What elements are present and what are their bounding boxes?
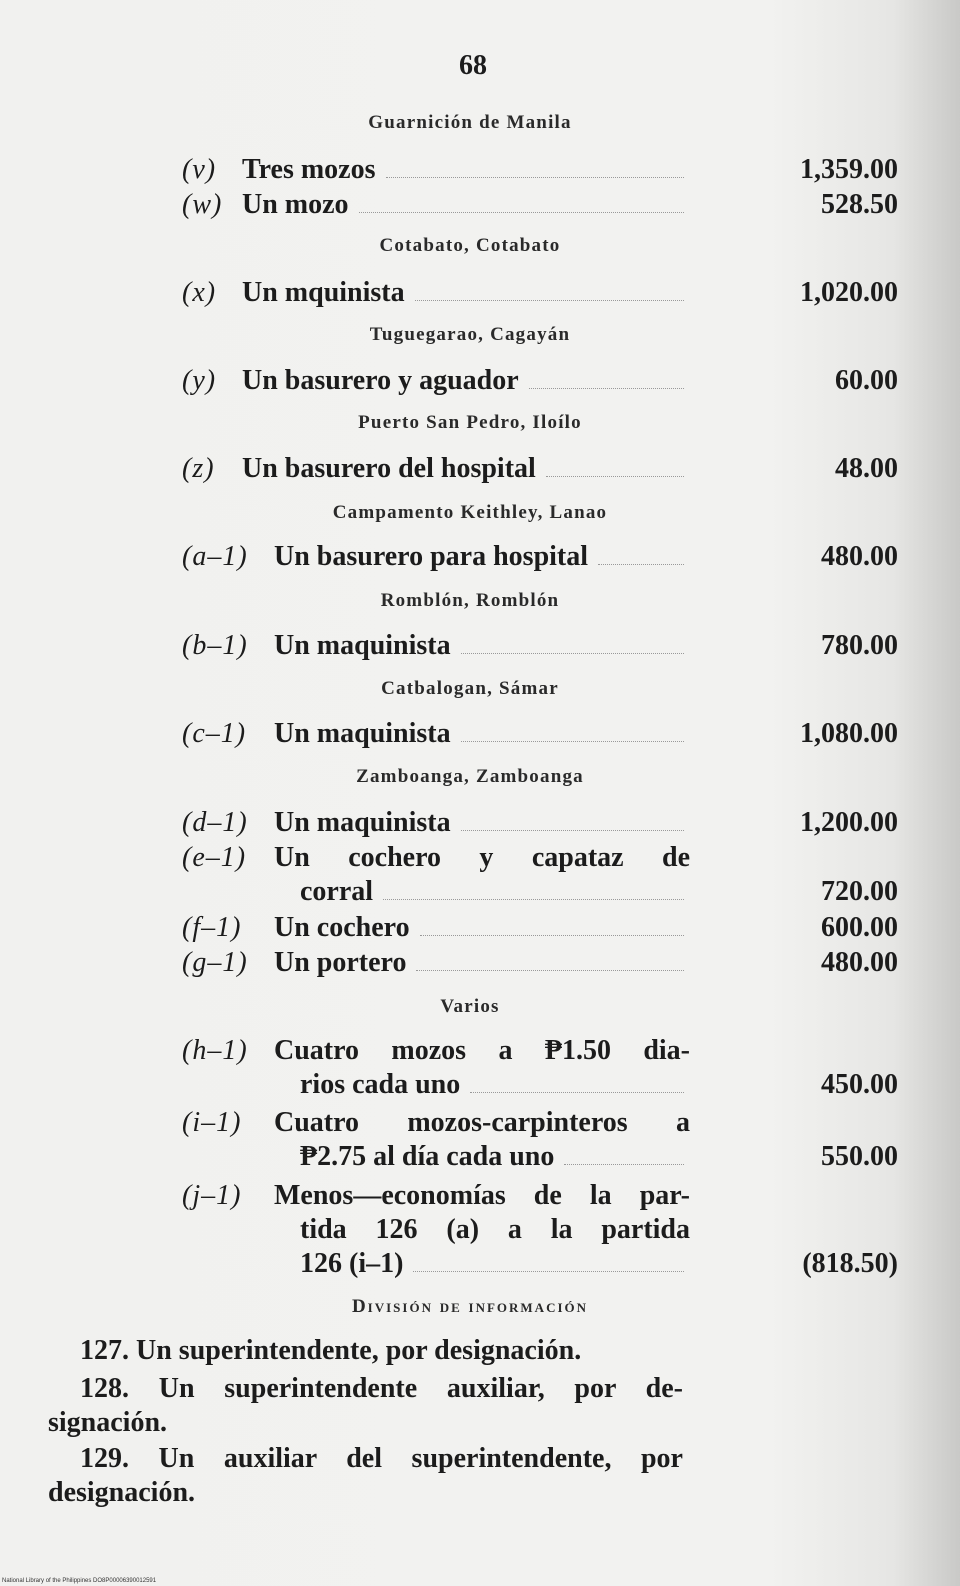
dot-leader — [386, 176, 685, 178]
section-heading: División de información — [351, 1296, 589, 1317]
line-item — [182, 1034, 690, 1102]
item-label: (e–1) — [182, 842, 247, 873]
item-description: Un maquinista — [274, 630, 451, 661]
dot-leader — [415, 299, 684, 301]
line-item — [182, 911, 690, 945]
item-description: Un maquinista — [274, 807, 451, 838]
item-description: Un basurero para hospital — [274, 541, 589, 572]
item-label: (a–1) — [182, 541, 248, 572]
item-description: Un basurero y aguador — [242, 365, 519, 396]
dot-leader — [598, 563, 684, 565]
line-item — [182, 841, 690, 909]
line-item — [182, 540, 690, 574]
dot-leader — [461, 740, 684, 742]
paragraph-line: signación. — [48, 1407, 168, 1438]
dot-leader — [420, 934, 684, 936]
item-amount: 450.00 — [821, 1069, 898, 1100]
line-item — [182, 806, 690, 840]
dot-leader — [564, 1163, 684, 1165]
line-item — [182, 153, 690, 187]
item-amount: 528.50 — [821, 189, 898, 220]
line-item — [182, 276, 690, 310]
paragraph-line: designación. — [48, 1477, 196, 1508]
line-item — [182, 629, 690, 663]
item-description: Un cochero — [274, 912, 410, 943]
item-label: (f–1) — [182, 912, 242, 943]
item-amount: 1,200.00 — [800, 807, 898, 838]
line-item — [182, 946, 690, 980]
item-description: Un maquinista — [274, 718, 451, 749]
item-amount: 60.00 — [835, 365, 898, 396]
dot-leader — [461, 829, 684, 831]
line-item — [182, 188, 690, 222]
dot-leader — [416, 969, 684, 971]
item-description-continued: tida 126 (a) a la partida — [300, 1214, 690, 1245]
paragraph-line: 128. Un superintendente auxiliar, por de- — [80, 1373, 683, 1404]
item-label: (x) — [182, 277, 217, 308]
paragraph-line: 127. Un superintendente, por designación. — [80, 1335, 582, 1366]
item-label: (h–1) — [182, 1035, 248, 1066]
item-label: (b–1) — [182, 630, 248, 661]
line-item — [182, 452, 690, 486]
line-item — [182, 364, 690, 398]
dot-leader — [359, 211, 684, 213]
section-heading: Zamboanga, Zamboanga — [356, 766, 584, 787]
item-description: Menos—economías de la par- — [274, 1180, 690, 1211]
paragraph — [48, 1372, 683, 1440]
item-description: Un mquinista — [242, 277, 405, 308]
dot-leader — [529, 387, 684, 389]
item-amount: 1,359.00 — [800, 154, 898, 185]
line-item — [182, 717, 690, 751]
item-label: (y) — [182, 365, 217, 396]
item-amount: 600.00 — [821, 912, 898, 943]
item-amount: 780.00 — [821, 630, 898, 661]
dot-leader — [383, 898, 684, 900]
page-number: 68 — [459, 50, 487, 81]
item-label: (j–1) — [182, 1180, 242, 1211]
paragraph-line: 129. Un auxiliar del superintendente, por — [80, 1443, 683, 1474]
footer-credit: National Library of the Philippines DO8P00006390012591 — [2, 1578, 157, 1584]
item-description: Cuatro mozos a ₱1.50 dia- — [274, 1035, 690, 1066]
section-heading: Romblón, Romblón — [380, 590, 560, 611]
item-description: Un mozo — [242, 189, 349, 220]
item-label: (w) — [182, 189, 223, 220]
line-item — [182, 1179, 690, 1281]
item-description-continued: rios cada uno — [300, 1069, 461, 1100]
paragraph — [48, 1442, 683, 1510]
section-heading: Tuguegarao, Cagayán — [369, 324, 571, 345]
item-amount: 550.00 — [821, 1141, 898, 1172]
item-description-continued: 126 (i–1) — [300, 1248, 404, 1279]
section-heading: Puerto San Pedro, Iloílo — [358, 412, 582, 433]
item-description: Cuatro mozos-carpinteros a — [274, 1107, 690, 1138]
dot-leader — [461, 652, 684, 654]
item-description: Un portero — [274, 947, 407, 978]
section-heading: Cotabato, Cotabato — [379, 235, 561, 256]
item-description-continued: corral — [300, 876, 374, 907]
item-label: (d–1) — [182, 807, 248, 838]
line-item — [182, 1106, 690, 1174]
item-description-continued: ₱2.75 al día cada uno — [300, 1141, 555, 1172]
dot-leader — [413, 1270, 684, 1272]
item-label: (i–1) — [182, 1107, 242, 1138]
item-amount: 48.00 — [835, 453, 898, 484]
dot-leader — [470, 1091, 684, 1093]
item-amount: 1,080.00 — [800, 718, 898, 749]
item-label: (g–1) — [182, 947, 248, 978]
item-amount: 480.00 — [821, 947, 898, 978]
item-amount: 480.00 — [821, 541, 898, 572]
item-amount: 1,020.00 — [800, 277, 898, 308]
item-amount: 720.00 — [821, 876, 898, 907]
section-heading: Campamento Keithley, Lanao — [332, 502, 608, 523]
item-description: Un basurero del hospital — [242, 453, 536, 484]
section-heading: Catbalogan, Sámar — [381, 678, 559, 699]
item-description: Tres mozos — [242, 154, 376, 185]
section-heading: Guarnición de Manila — [368, 112, 572, 133]
item-label: (z) — [182, 453, 215, 484]
section-heading: Varios — [440, 996, 500, 1017]
paragraph — [48, 1334, 683, 1368]
item-description: Un cochero y capataz de — [274, 842, 690, 873]
item-amount: (818.50) — [802, 1248, 898, 1279]
item-label: (c–1) — [182, 718, 247, 749]
item-label: (v) — [182, 154, 217, 185]
dot-leader — [546, 475, 684, 477]
